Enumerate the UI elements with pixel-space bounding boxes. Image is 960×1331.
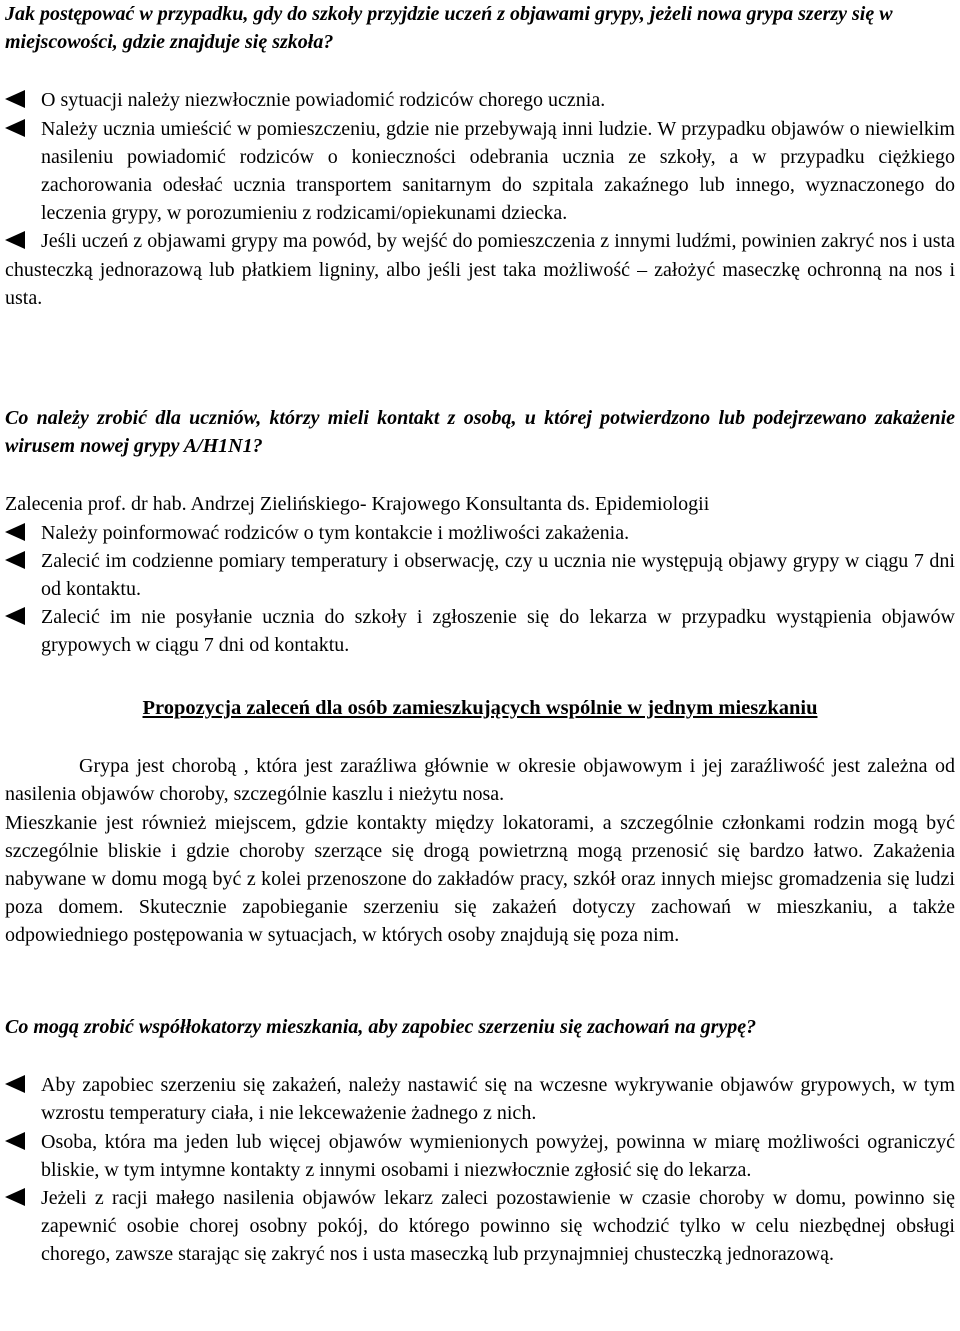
list-item	[5, 519, 955, 547]
left-triangle-icon	[5, 1071, 35, 1099]
list-item	[5, 86, 955, 114]
section-cohabitants	[5, 1013, 955, 1269]
list-item	[5, 115, 955, 228]
question-heading: Co należy zrobić dla uczniów, którzy mieli kontakt z osobą, u której potwierdzono lub podejrzewano zakażenie wirusem nowej grypy A/H1N1?	[5, 407, 955, 458]
left-triangle-icon	[5, 86, 35, 114]
question-heading: Co mogą zrobić współłokatorzy mieszkania, aby zapobiec szerzeniu się zachowań na grypę?	[5, 1016, 757, 1038]
recommendation-source: Zalecenia prof. dr hab. Andrzej Zielińskiego- Krajowego Konsultanta ds. Epidemiologii	[5, 493, 710, 516]
left-triangle-icon	[5, 1184, 35, 1212]
list-item-text: Zalecić im nie posyłanie ucznia do szkoły i zgłoszenie się do lekarza w przypadku wystąpienia objawów grypowych w ciągu 7 dni od kontaktu.	[41, 606, 955, 657]
section-contact-students	[5, 404, 955, 660]
list-item-text: Zalecić im codzienne pomiary temperatury i obserwację, czy u ucznia nie występują objawy grypy w ciągu 7 dni od kontaktu.	[41, 549, 955, 601]
left-triangle-icon	[5, 603, 35, 631]
list-item	[5, 603, 955, 659]
section-sick-student	[5, 0, 955, 312]
left-triangle-icon	[5, 519, 35, 547]
left-triangle-icon	[5, 1128, 35, 1156]
left-triangle-icon	[5, 227, 35, 255]
paragraph: Mieszkanie jest również miejscem, gdzie kontakty między lokatorami, a szczególnie członkami rodzin mogą być szczególnie bliskie i gdzie choroby szerzące się drogą powietrzną mogą przenosić się bardzo łatwo. Zakażenia nabywane w domu mogą być z kolei przenoszone do zakładów pracy, szkół oraz innych miejsc gromadzenia się ludzi poza domem. Skutecznie zapobieganie szerzeniu się zakażeń dotyczy zachowań w mieszkaniu, a także odpowiedniego postępowania w sytuacjach, w których osoby znajdują się poza nim.	[5, 811, 955, 947]
section-household	[5, 694, 955, 950]
list-item-text: Należy ucznia umieścić w pomieszczeniu, gdzie nie przebywają inni ludzie. W przypadku objawów o niewielkim nasileniu powiadomić rodziców o konieczności odebrania ucznia ze szkoły, a w przypadku ciężkiego zachorowania odesłać ucznia transportem sanitarnym do szpitala zakaźnego lub innego, wyznaczonego do leczenia grypy, w porozumieniu z rodzicami/opiekunami dziecka.	[41, 117, 955, 225]
question-heading: Jak postępować w przypadku, gdy do szkoły przyjdzie uczeń z objawami grypy, jeżeli nowa grypa szerzy się w miejscowości, gdzie znajduje się szkoła?	[5, 3, 893, 54]
list-item	[5, 1071, 955, 1127]
list-item-text: Należy poinformować rodziców o tym kontakcie i możliwości zakażenia.	[41, 521, 630, 544]
left-triangle-icon	[5, 115, 35, 143]
list-item	[5, 547, 955, 603]
list-item-text: O sytuacji należy niezwłocznie powiadomić rodziców chorego ucznia.	[41, 89, 606, 112]
section-heading: Propozycja zaleceń dla osób zamieszkujących wspólnie w jednym mieszkaniu	[142, 697, 818, 719]
left-triangle-icon	[5, 547, 35, 575]
list-item	[5, 1128, 955, 1184]
paragraph: Grypa jest chorobą , która jest zaraźliwa głównie w okresie objawowym i jej zaraźliwość jest zależna od nasilenia objawów choroby, szczególnie kaszlu i nieżytu nosa.	[5, 755, 955, 806]
list-item	[5, 1184, 955, 1269]
list-item-text: Jeżeli z racji małego nasilenia objawów lekarz zaleci pozostawienie w czasie choroby w domu, powinno się zapewnić osobie chorej osobny pokój, do którego powinno się wchodzić tylko w celu niezbędnej obsługi chorego, zawsze starając się zakryć nos i usta maseczką lub przynajmniej chusteczką jednorazową.	[41, 1187, 955, 1266]
list-item	[5, 227, 955, 312]
list-item-text: Osoba, która ma jeden lub więcej objawów wymienionych powyżej, powinna w miarę możliwości ograniczyć bliskie, w tym intymne kontakty z innymi osobami i niezwłocznie zgłosić się do lekarza.	[41, 1130, 955, 1181]
list-item-text: Aby zapobiec szerzeniu się zakażeń, należy nastawić się na wczesne wykrywanie objawów grypowych, w tym wzrostu temperatury ciała, i nie lekceważenie żadnego z nich.	[41, 1074, 955, 1125]
list-item-text: Jeśli uczeń z objawami grypy ma powód, by wejść do pomieszczenia z innymi ludźmi, powinien zakryć nos i usta chusteczką jednorazową lub płatkiem ligniny, albo jeśli jest taka możliwość – założyć maseczkę ochronną na nos i usta.	[5, 230, 955, 309]
